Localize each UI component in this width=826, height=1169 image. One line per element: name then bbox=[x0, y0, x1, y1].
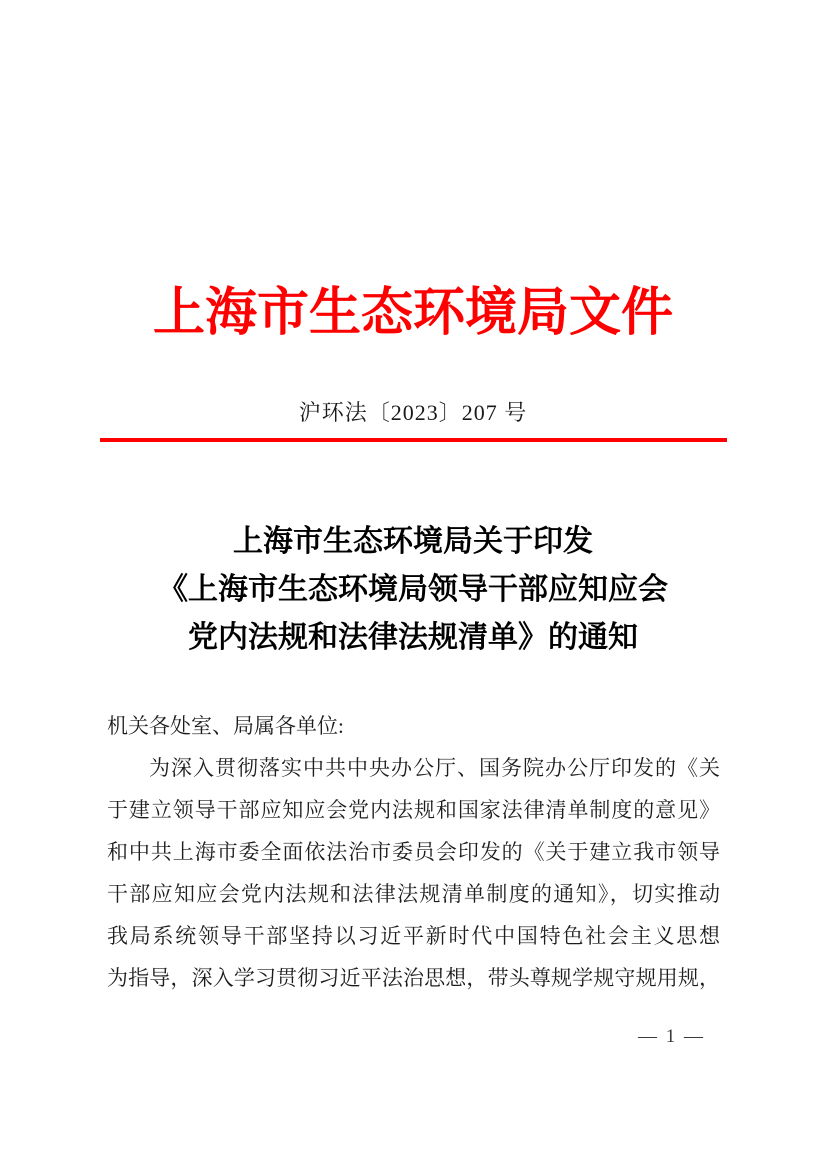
agency-banner-title: 上海市生态环境局文件 bbox=[152, 285, 673, 342]
document-title-line-2: 《上海市生态环境局领导干部应知应会 bbox=[158, 573, 668, 606]
body-line: 和中共上海市委全面依法治市委员会印发的《关于建立我市领导 bbox=[107, 840, 720, 864]
body-line: 干部应知应会党内法规和法律法规清单制度的通知》，切实推动 bbox=[107, 882, 720, 906]
body-salutation: 机关各处室、局属各单位: bbox=[107, 714, 344, 738]
page-number: — 1 — bbox=[638, 1026, 705, 1047]
body-line: 为深入贯彻落实中共中央办公厅、国务院办公厅印发的《关 bbox=[149, 756, 720, 780]
document-title bbox=[0, 518, 826, 662]
body-line: 于建立领导干部应知应会党内法规和国家法律清单制度的意见》 bbox=[107, 798, 720, 822]
body-line: 为指导，深入学习贯彻习近平法治思想，带头尊规学规守规用规， bbox=[107, 966, 720, 990]
document-title-line-3: 党内法规和法律法规清单》的通知 bbox=[188, 621, 638, 654]
red-divider-line bbox=[100, 438, 727, 442]
document-reference-number: 沪环法〔2023〕207 号 bbox=[298, 400, 528, 425]
document-body bbox=[107, 705, 720, 999]
body-line: 我局系统领导干部坚持以习近平新时代中国特色社会主义思想 bbox=[107, 924, 720, 948]
document-title-line-1: 上海市生态环境局关于印发 bbox=[233, 525, 593, 558]
